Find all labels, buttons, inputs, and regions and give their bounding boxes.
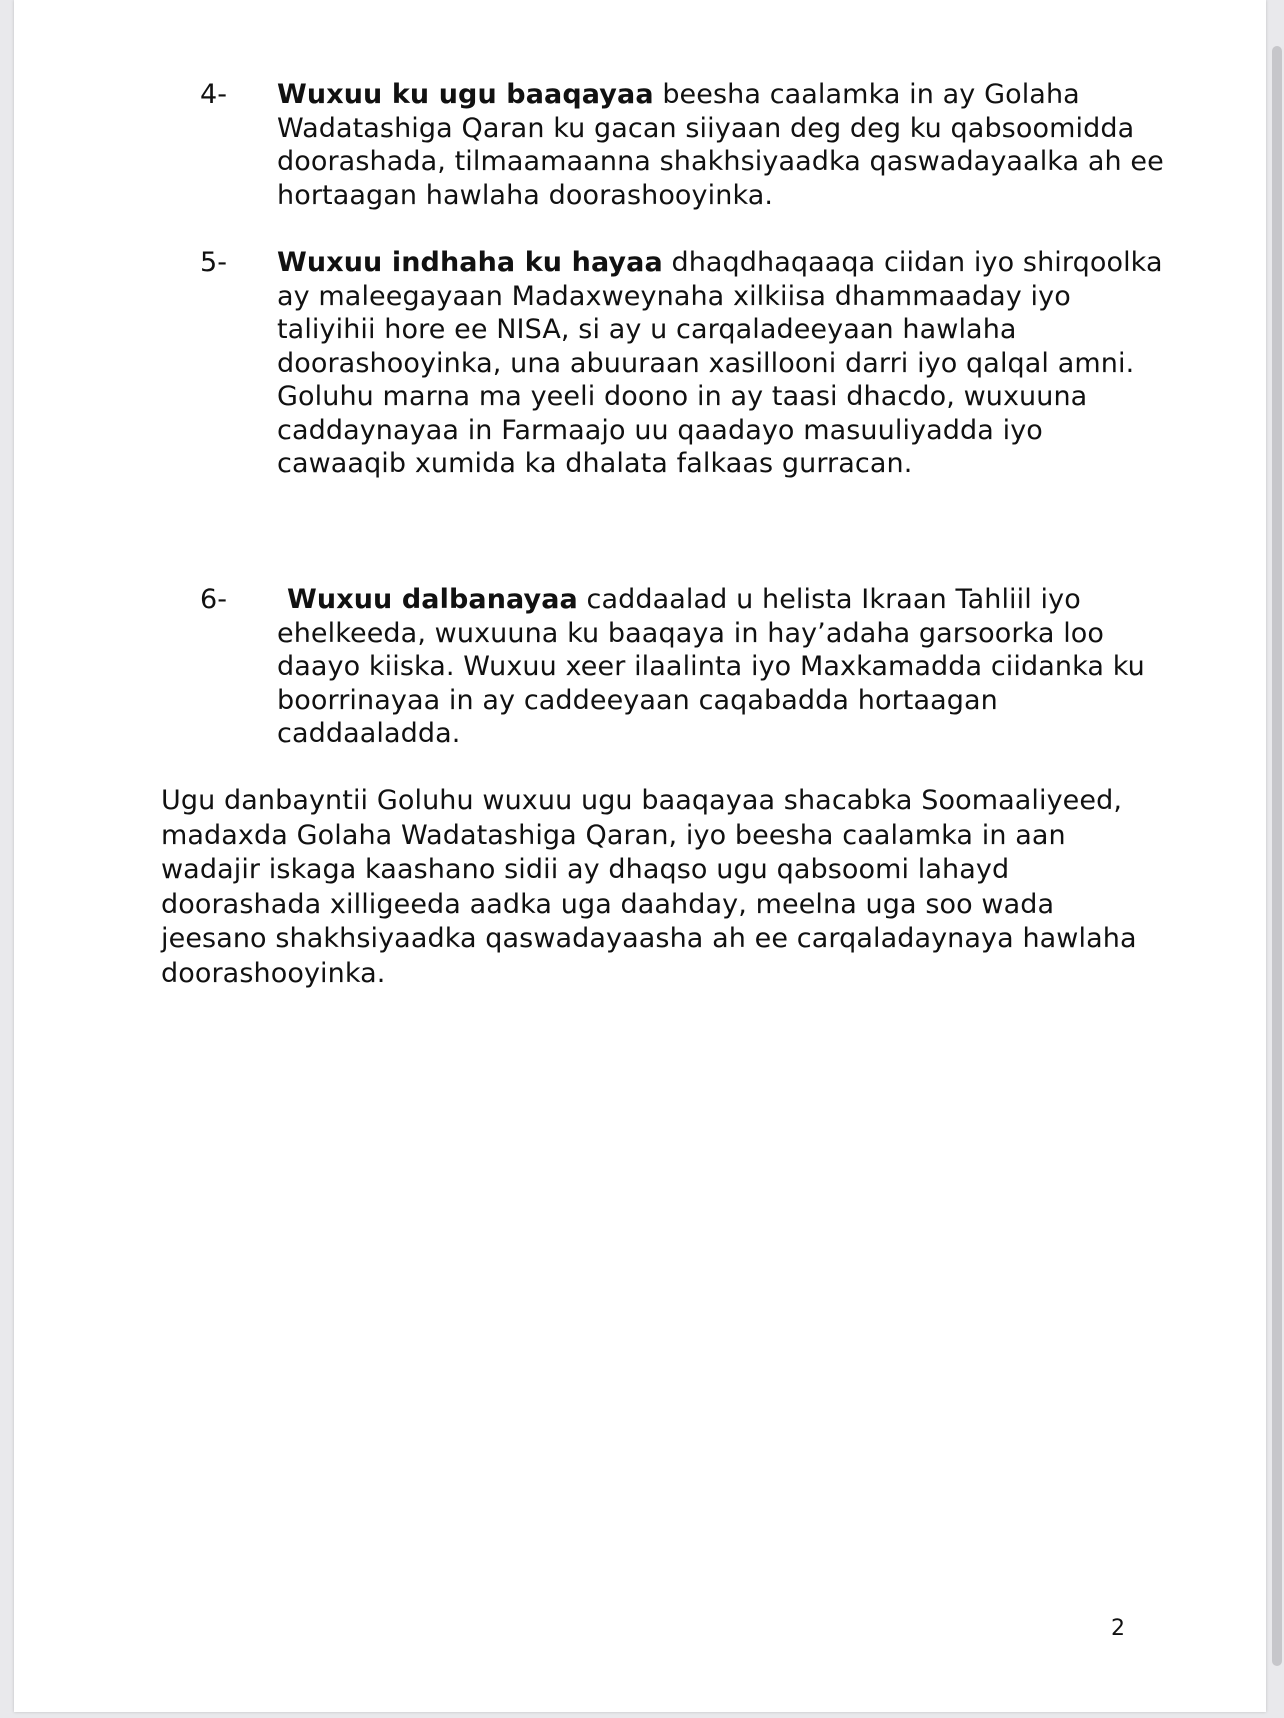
vertical-scrollbar[interactable] [1272,46,1282,1666]
item-lead-bold: Wuxuu indhaha ku hayaa [277,247,663,278]
closing-paragraph: Ugu danbayntii Goluhu wuxuu ugu baaqayaa shacabka Soomaaliyeed, madaxda Golaha Wadatashiga Qaran, iyo beesha caalamka in aan wadajir iskaga kaashano sidii ay dhaqso ugu qabsoomi lahayd doorashada xilligeeda aadka uga daahday, meelna uga soo wada jeesano shakhsiyaadka qaswadayaasha ah ee carqaladaynaya hawlaha doorashooyinka. [161,785,1137,989]
item-lead-bold: Wuxuu dalbanayaa [287,584,578,615]
item-number: 5- [200,247,228,278]
item-lead-bold: Wuxuu ku ugu baaqayaa [277,79,654,110]
document-page [14,0,1266,1712]
page-content [14,0,1266,1712]
item-body: beesha caalamka in ay Golaha Wadatashiga Qaran ku gacan siiyaan deg deg ku qabsoomidda doorashada, tilmaamaanna shakhsiyaadka qaswadayaalka ah ee hortaagan hawlaha doorashooyinka. [277,79,1164,211]
item-text [277,246,1177,481]
item-body: dhaqdhaqaaqa ciidan iyo shirqoolka ay maleegayaan Madaxweynaha xilkiisa dhammaaday iyo taliyihii hore ee NISA, si ay u carqaladeeyaan hawlaha doorashooyinka, una abuuraan xasillooni darri iyo qalqal amni. Goluhu marna ma yeeli doono in ay taasi dhacdo, wuxuuna caddaynayaa in Farmaajo uu qaadayo masuuliyadda iyo cawaaqib xumida ka dhalata falkaas gurracan. [277,247,1163,479]
item-text [277,78,1177,212]
item-text [277,583,1177,751]
item-body: caddaalad u helista Ikraan Tahliil iyo ehelkeeda, wuxuuna ku baaqaya in hay’adaha garsoorka loo daayo kiiska. Wuxuu xeer ilaalinta iyo Maxkamadda ciidanka ku boorrinayaa in ay caddeeyaan caqabadda hortaagan caddaaladda. [277,584,1145,749]
item-number: 6- [200,584,228,615]
item-number: 4- [200,79,228,110]
page-number: 2 [1111,1616,1126,1641]
